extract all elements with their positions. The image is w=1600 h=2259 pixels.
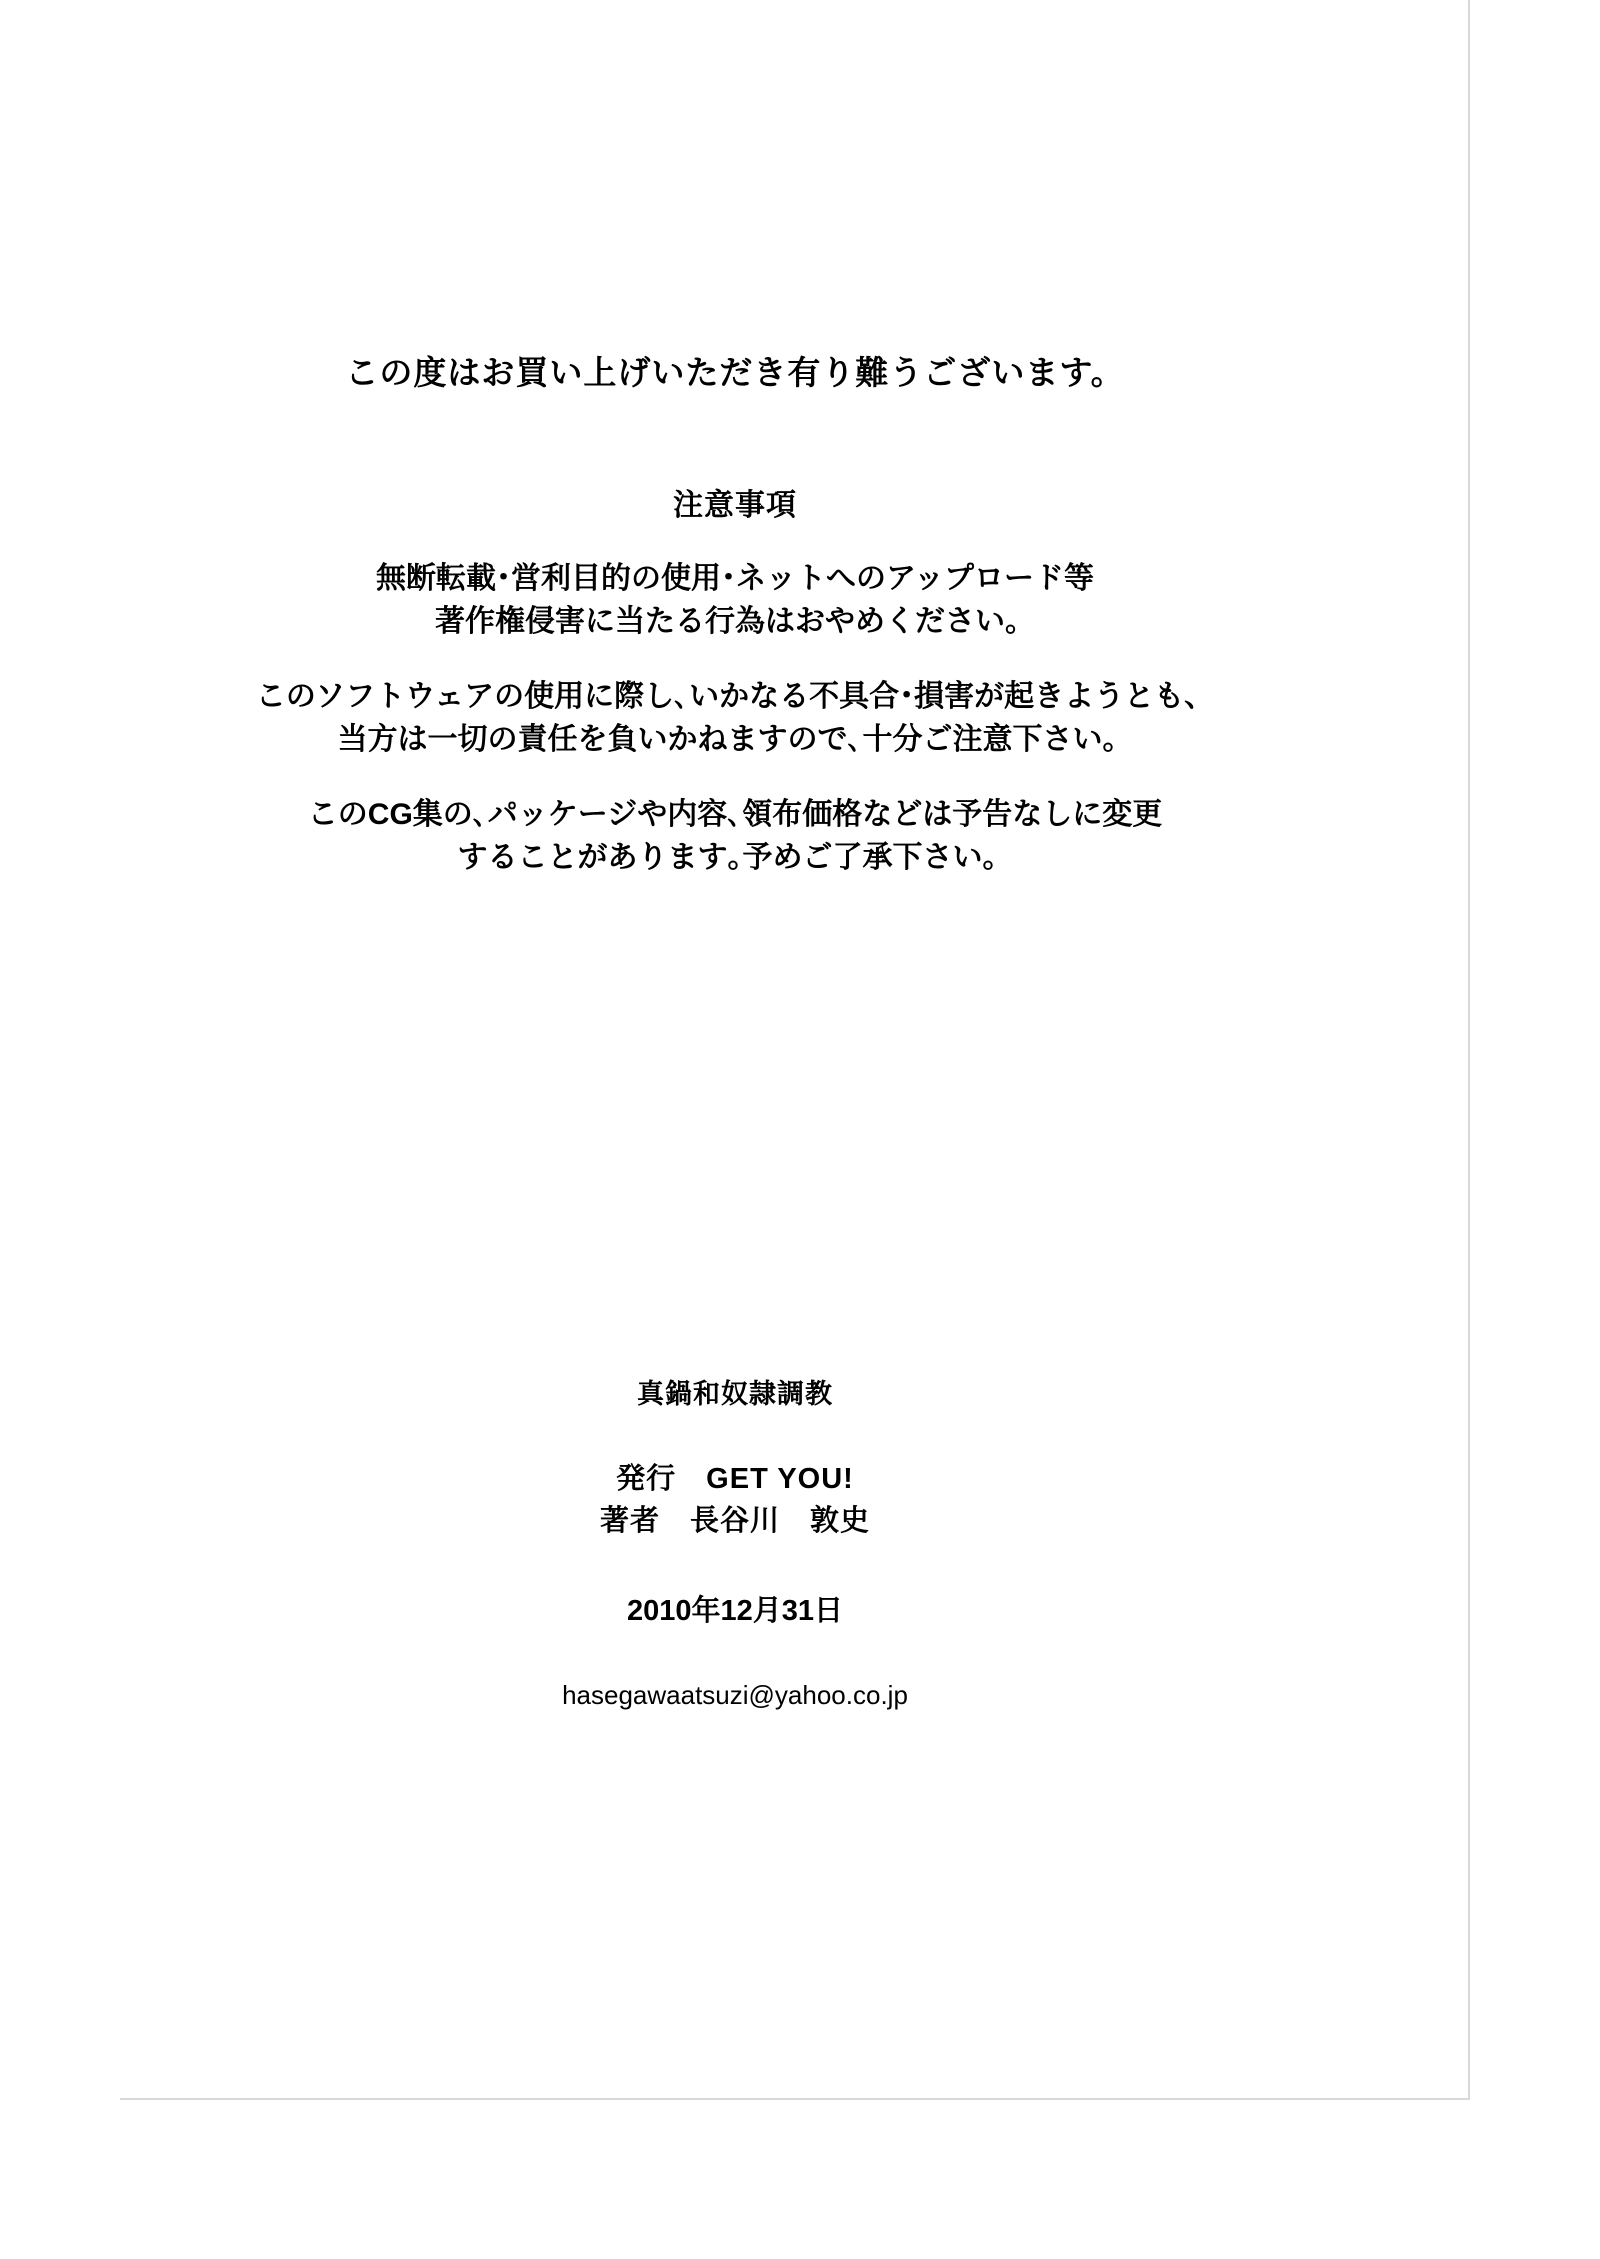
notice-paragraph-2 [0, 676, 1470, 761]
notice-paragraph-1-line-2: 著作権侵害に当たる行為はおやめください。 [435, 604, 1035, 638]
colophon-date: 2010年12月31日 [626, 1595, 844, 1627]
colophon-author: 著者 長谷川 敦史 [599, 1505, 870, 1538]
notice-paragraph-2-line-1: このソフトウェアの使用に際し､いかなる不具合･損害が起きようとも、 [255, 680, 1215, 713]
notice-paragraph-3-line-1: このCG集の､パッケージや内容､領布価格などは予告なしに変更 [307, 798, 1163, 831]
notice-paragraph-2-line-2: 当方は一切の責任を負いかねますので､十分ご注意下さい。 [337, 722, 1133, 756]
notice-paragraph-3 [0, 794, 1470, 879]
colophon-title: 真鍋和奴隷調教 [637, 1379, 833, 1409]
greeting-text: この度はお買い上げいただき有り難うございます。 [345, 354, 1125, 391]
notice-paragraph-3-line-2: することがあります｡予めご了承下さい。 [457, 840, 1013, 874]
page-right-edge [1468, 0, 1470, 2100]
notice-paragraph-1 [0, 558, 1470, 643]
page-bottom-edge [120, 2098, 1470, 2100]
colophon-publisher: 発行 GET YOU! [616, 1463, 854, 1495]
notice-paragraph-1-line-1: 無断転載･営利目的の使用･ネットへのアップロード等 [376, 562, 1094, 595]
colophon-email: hasegawaatsuzi@yahoo.co.jp [562, 1680, 908, 1710]
colophon-credits [0, 1458, 1470, 1542]
notice-heading: 注意事項 [673, 489, 797, 522]
